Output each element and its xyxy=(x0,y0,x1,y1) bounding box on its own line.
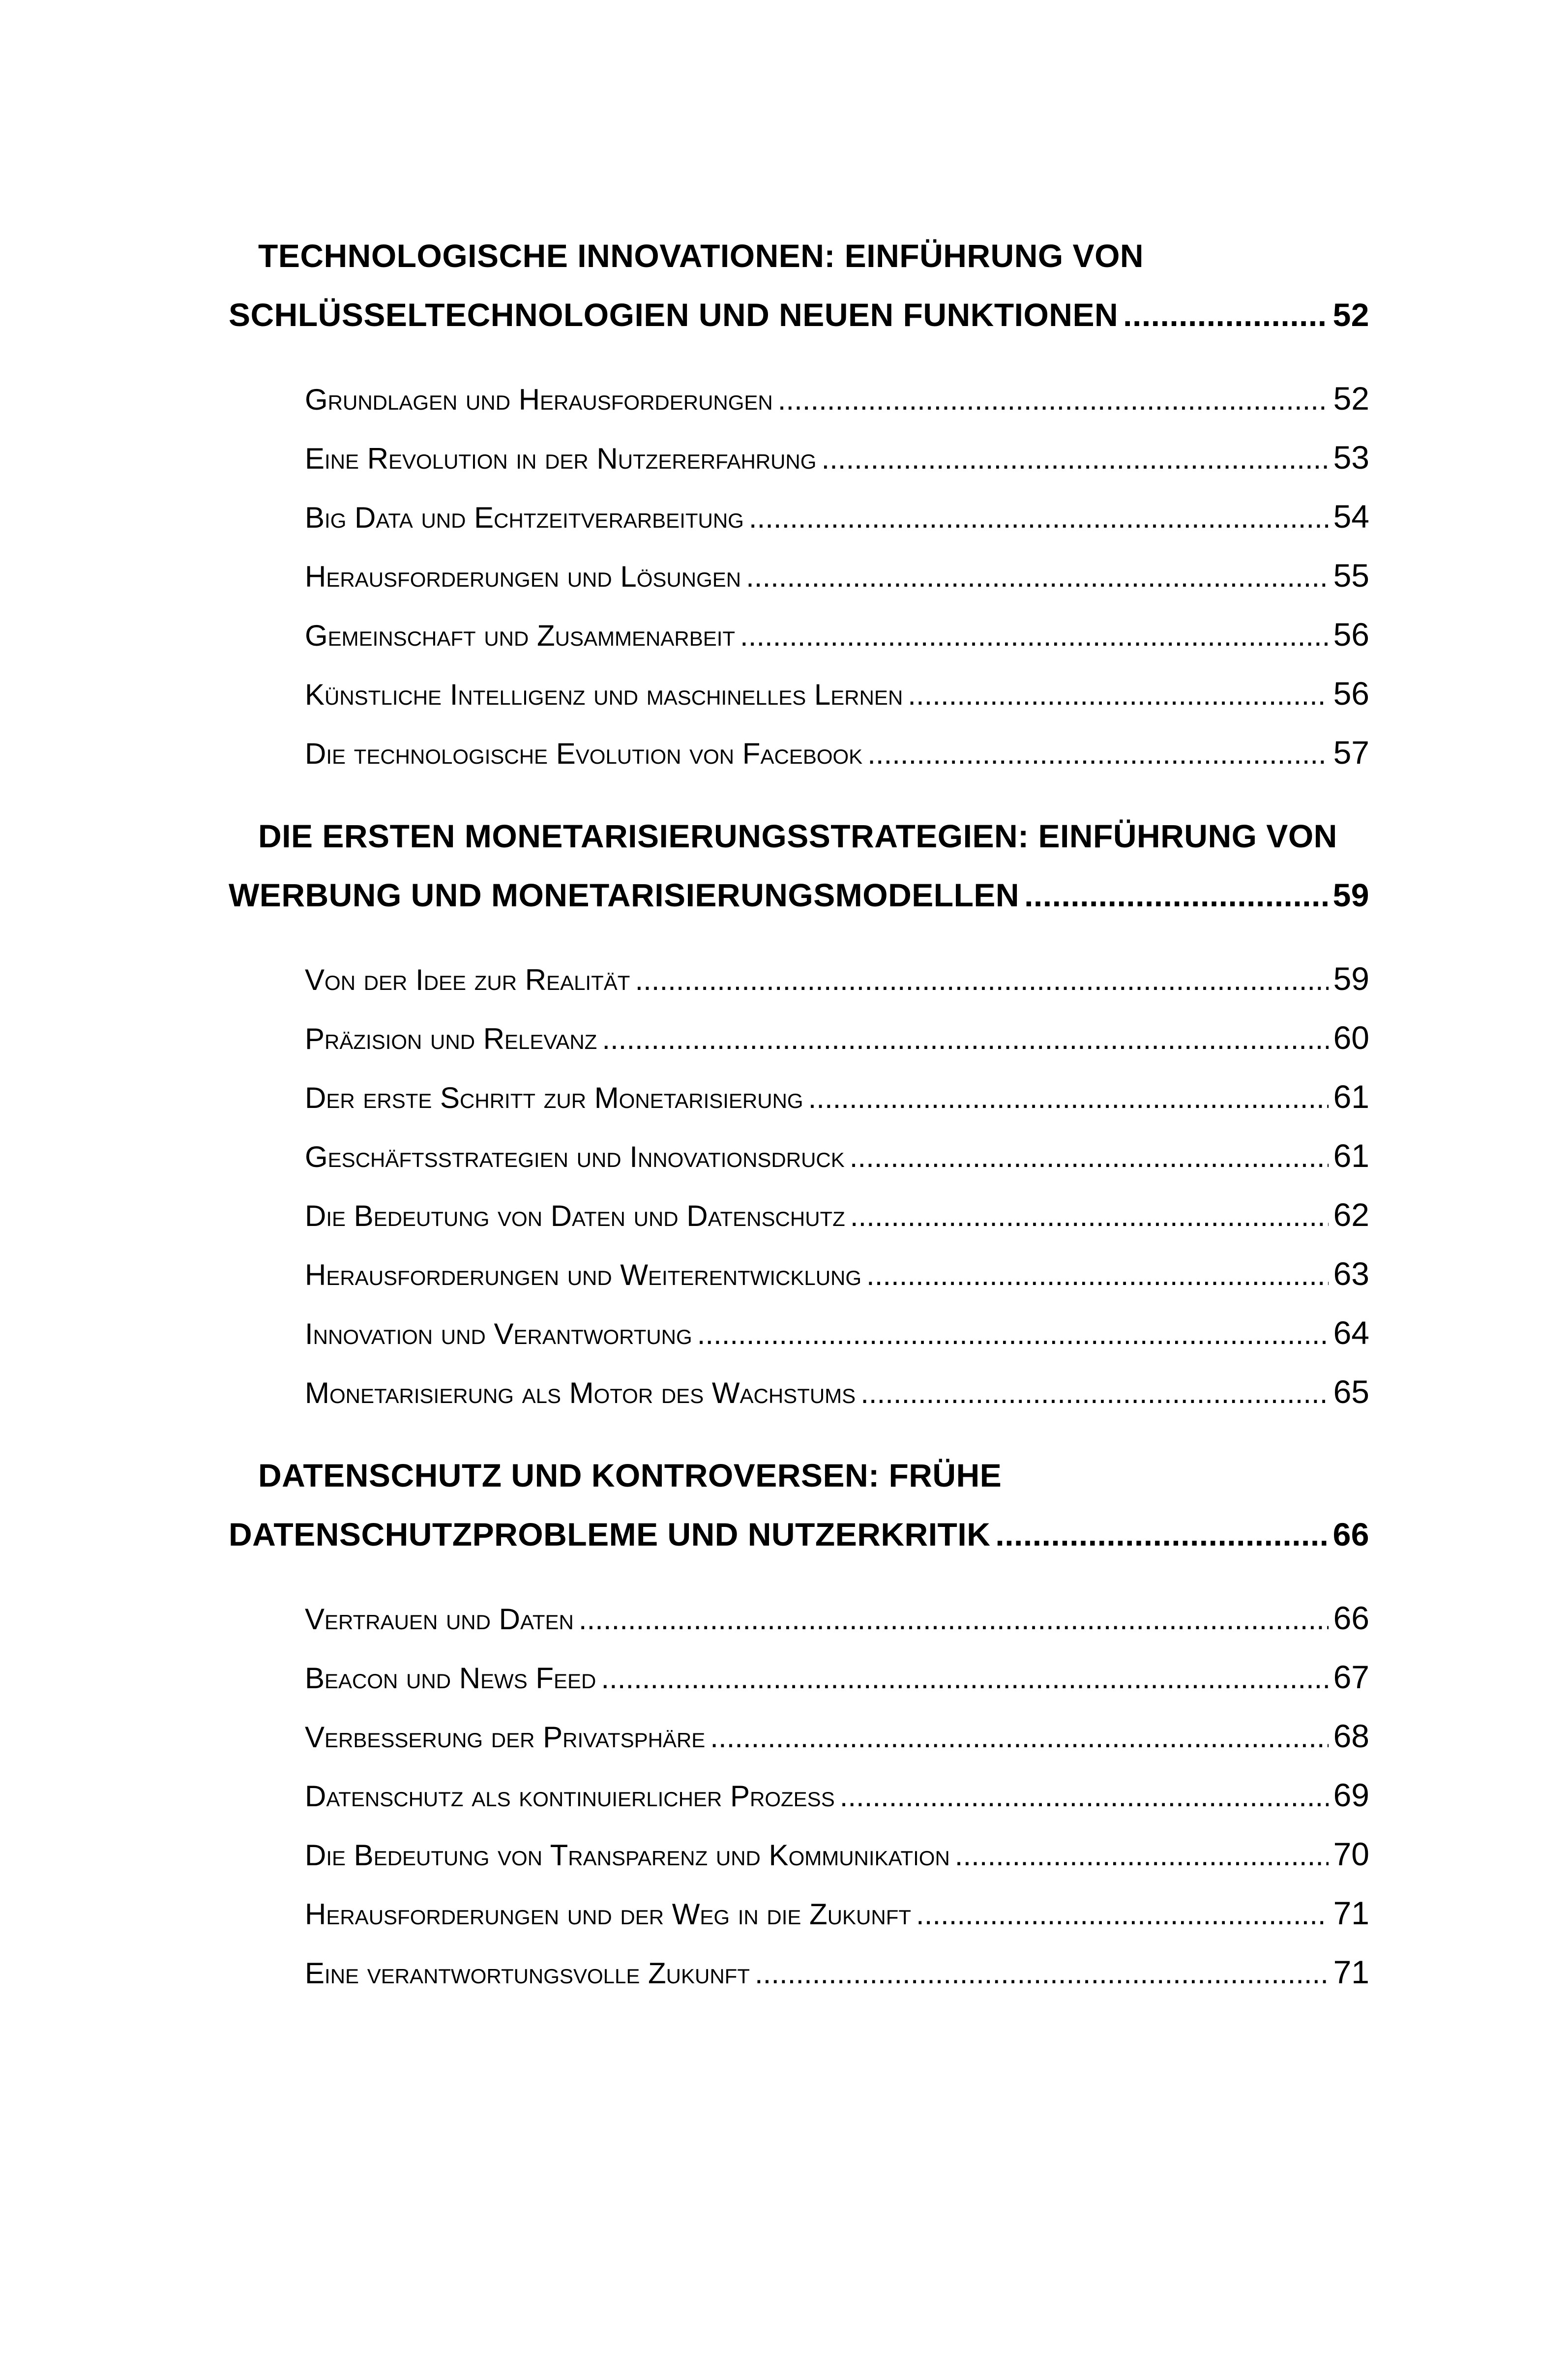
dot-leader xyxy=(749,488,1329,547)
dot-leader xyxy=(710,1708,1328,1767)
dot-leader xyxy=(602,1010,1328,1069)
entry-title: Eine verantwortungsvolle Zukunft xyxy=(305,1957,750,1990)
dot-leader xyxy=(821,429,1328,488)
entry-title: Datenschutz als kontinuierlicher Prozess xyxy=(305,1780,835,1813)
entry-title: Von der Idee zur Realität xyxy=(305,963,630,996)
toc-entry[interactable] xyxy=(305,1588,1369,1647)
toc-entry[interactable] xyxy=(305,1362,1369,1421)
toc-entry[interactable] xyxy=(305,1185,1369,1244)
dot-leader xyxy=(860,1364,1328,1423)
chapter-title-line2: SCHLÜSSELTECHNOLOGIEN UND NEUEN FUNKTIONEN xyxy=(229,297,1119,333)
dot-leader xyxy=(1123,285,1328,344)
toc-entry[interactable] xyxy=(305,605,1369,664)
entry-page-number: 54 xyxy=(1333,498,1369,535)
entry-page-number: 65 xyxy=(1333,1373,1369,1410)
toc-entry[interactable] xyxy=(305,1765,1369,1824)
entry-title: Künstliche Intelligenz und maschinelles Lernen xyxy=(305,678,903,711)
dot-leader xyxy=(601,1649,1328,1708)
entry-title: Geschäftsstrategien und Innovationsdruck xyxy=(305,1140,845,1173)
entry-page-number: 70 xyxy=(1333,1836,1369,1872)
entry-title: Die Bedeutung von Transparenz und Kommunikation xyxy=(305,1839,950,1872)
entry-page-number: 63 xyxy=(1333,1255,1369,1292)
entry-page-number: 69 xyxy=(1333,1777,1369,1813)
dot-leader xyxy=(916,1885,1329,1944)
dot-leader xyxy=(995,1505,1328,1564)
entry-page-number: 61 xyxy=(1333,1078,1369,1115)
entry-page-number: 57 xyxy=(1333,734,1369,771)
entry-page-number: 71 xyxy=(1333,1954,1369,1990)
entry-page-number: 67 xyxy=(1333,1659,1369,1695)
toc-entry[interactable] xyxy=(305,1008,1369,1067)
toc-entry[interactable] xyxy=(305,1126,1369,1185)
toc-entry[interactable] xyxy=(305,1883,1369,1942)
dot-leader xyxy=(778,370,1329,429)
entry-title: Präzision und Relevanz xyxy=(305,1022,597,1055)
dot-leader xyxy=(850,1128,1329,1187)
entry-page-number: 68 xyxy=(1333,1718,1369,1754)
toc-entry[interactable] xyxy=(305,1067,1369,1126)
chapter-title-line1: DIE ERSTEN MONETARISIERUNGSSTRATEGIEN: EINFÜHRUNG VON xyxy=(258,818,1337,854)
entry-title: Innovation und Verantwortung xyxy=(305,1317,692,1350)
entry-title: Die technologische Evolution von Facebook xyxy=(305,737,863,770)
toc-entry[interactable] xyxy=(305,1942,1369,2001)
entry-page-number: 64 xyxy=(1333,1314,1369,1351)
entry-page-number: 55 xyxy=(1333,557,1369,594)
entry-title: Big Data und Echtzeitverarbeitung xyxy=(305,501,744,534)
chapter-heading[interactable] xyxy=(229,1446,1369,1564)
entry-title: Die Bedeutung von Daten und Datenschutz xyxy=(305,1199,845,1232)
entry-title: Verbesserung der Privatsphäre xyxy=(305,1721,706,1754)
toc-entry[interactable] xyxy=(305,369,1369,428)
chapter-title-line1: TECHNOLOGISCHE INNOVATIONEN: EINFÜHRUNG VON xyxy=(258,238,1144,274)
entry-title: Herausforderungen und der Weg in die Zukunft xyxy=(305,1898,912,1931)
dot-leader xyxy=(1024,866,1328,925)
dot-leader xyxy=(866,1246,1329,1305)
toc-entry[interactable] xyxy=(305,546,1369,605)
dot-leader xyxy=(746,547,1328,606)
dot-leader xyxy=(808,1069,1329,1128)
dot-leader xyxy=(840,1767,1329,1826)
chapter-title-line2: WERBUNG UND MONETARISIERUNGSMODELLEN xyxy=(229,877,1020,913)
toc-entry[interactable] xyxy=(305,1647,1369,1706)
entry-title: Eine Revolution in der Nutzererfahrung xyxy=(305,442,817,475)
dot-leader xyxy=(697,1305,1329,1364)
toc-entry[interactable] xyxy=(305,1244,1369,1303)
entry-title: Herausforderungen und Weiterentwicklung xyxy=(305,1258,862,1291)
chapter-page-number: 66 xyxy=(1332,1516,1369,1552)
toc-entry[interactable] xyxy=(305,1303,1369,1362)
dot-leader xyxy=(850,1187,1329,1246)
toc-entry[interactable] xyxy=(305,664,1369,723)
dot-leader xyxy=(755,1944,1329,2003)
dot-leader xyxy=(955,1826,1329,1885)
toc-entry[interactable] xyxy=(305,949,1369,1008)
entry-page-number: 60 xyxy=(1333,1019,1369,1056)
dot-leader xyxy=(867,724,1328,783)
entry-page-number: 56 xyxy=(1333,675,1369,712)
entry-title: Der erste Schritt zur Monetarisierung xyxy=(305,1081,803,1114)
entry-page-number: 71 xyxy=(1333,1895,1369,1931)
entry-page-number: 52 xyxy=(1333,380,1369,417)
chapter-title-line1: DATENSCHUTZ UND KONTROVERSEN: FRÜHE xyxy=(258,1457,1002,1493)
chapter-page-number: 59 xyxy=(1332,877,1369,913)
dot-leader xyxy=(740,606,1329,665)
entry-title: Grundlagen und Herausforderungen xyxy=(305,383,773,416)
toc-entry[interactable] xyxy=(305,487,1369,546)
toc-entry[interactable] xyxy=(305,723,1369,782)
dot-leader xyxy=(635,951,1328,1010)
toc-entry[interactable] xyxy=(305,428,1369,487)
chapter-heading[interactable] xyxy=(229,226,1369,344)
toc-entry[interactable] xyxy=(305,1824,1369,1883)
dot-leader xyxy=(908,665,1328,724)
entry-title: Gemeinschaft und Zusammenarbeit xyxy=(305,619,736,652)
entry-page-number: 61 xyxy=(1333,1137,1369,1174)
entry-page-number: 66 xyxy=(1333,1600,1369,1636)
entry-page-number: 56 xyxy=(1333,616,1369,653)
entry-title: Beacon und News Feed xyxy=(305,1662,596,1695)
entry-title: Vertrauen und Daten xyxy=(305,1603,574,1636)
entry-page-number: 53 xyxy=(1333,439,1369,476)
entry-page-number: 59 xyxy=(1333,960,1369,997)
chapter-page-number: 52 xyxy=(1332,297,1369,333)
toc-entry[interactable] xyxy=(305,1706,1369,1765)
entry-title: Herausforderungen und Lösungen xyxy=(305,560,741,593)
entry-page-number: 62 xyxy=(1333,1196,1369,1233)
chapter-title-line2: DATENSCHUTZPROBLEME UND NUTZERKRITIK xyxy=(229,1516,991,1552)
entry-title: Monetarisierung als Motor des Wachstums xyxy=(305,1376,856,1409)
dot-leader xyxy=(579,1590,1329,1649)
chapter-heading[interactable] xyxy=(229,806,1369,925)
